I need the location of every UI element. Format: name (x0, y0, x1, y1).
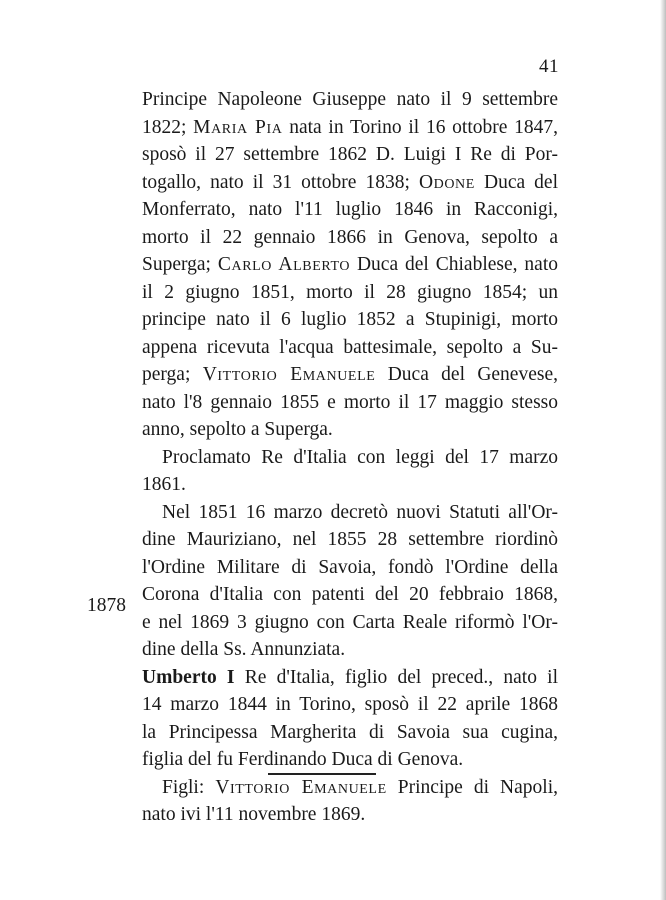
text-line: anno, sepolto a Superga. (142, 419, 333, 440)
text-line: sposò il 27 settembre 1862 D. Luigi I Re di Por- (142, 144, 558, 165)
text-line: Proclamato Re d'Italia con leggi del 17 marzo (162, 446, 558, 468)
name-maria-pia: Maria Pia (193, 116, 283, 138)
section-divider (268, 773, 376, 775)
name-carlo-alberto: Carlo Alberto (217, 254, 351, 275)
text-line: 1822; Maria Pia nata in Torino il 16 ottobre 1847, (142, 116, 559, 138)
text-line: Monferrato, nato l'11 luglio 1846 in Racconigi, (142, 199, 558, 220)
text-line: Nel 1851 16 marzo decretò nuovi Statuti all'Or- (162, 501, 558, 523)
text-line: morto il 22 gennaio 1866 in Genova, sepolto a (142, 226, 558, 248)
text-line: perga; Vittorio Emanuele Duca del Genevese, (142, 364, 558, 385)
margin-year: 1878 (87, 594, 126, 616)
text-line: e nel 1869 3 giugno con Carta Reale riformò l'Or- (142, 611, 558, 633)
page-number: 41 (539, 56, 559, 77)
text-line: il 2 giugno 1851, morto il 28 giugno 1854; un (142, 281, 558, 303)
text-line: la Principessa Margherita di Savoia sua cugina, (142, 721, 558, 743)
text-line: 1861. (142, 474, 186, 495)
text-line: Corona d'Italia con patenti del 20 febbraio 1868, (142, 584, 558, 605)
text-line: Figli: Vittorio Emanuele Principe di Napoli, (162, 776, 558, 798)
text-line: Principe Napoleone Giuseppe nato il 9 settembre (142, 89, 558, 110)
text-line: nato l'8 gennaio 1855 e morto il 17 maggio stesso (142, 391, 558, 413)
name-vittorio-emanuele: Vittorio Emanuele (202, 364, 376, 385)
text-line: 14 marzo 1844 in Torino, sposò il 22 aprile 1868 (142, 694, 558, 715)
name-odone: Odone (418, 171, 475, 193)
text-line: principe nato il 6 luglio 1852 a Stupinigi, morto (142, 309, 558, 330)
text-line: nato ivi l'11 novembre 1869. (142, 804, 366, 825)
name-vittorio-emanuele: Vittorio Emanuele (215, 776, 387, 798)
text-line: l'Ordine Militare di Savoia, fondò l'Ordine della (142, 556, 558, 578)
body-text (142, 86, 558, 829)
text-line: dine Mauriziano, nel 1855 28 settembre riordinò (142, 529, 558, 550)
page-edge-shadow (660, 0, 666, 900)
text-line: dine della Ss. Annunziata. (142, 639, 346, 660)
text-line: appena ricevuta l'acqua battesimale, sepolto a Su- (142, 336, 558, 358)
text-line: figlia del fu Ferdinando Duca di Genova. (142, 749, 464, 770)
text-line: togallo, nato il 31 ottobre 1838; Odone Duca del (142, 171, 559, 193)
text-line: Superga; Carlo Alberto Duca del Chiablese, nato (142, 254, 558, 275)
name-umberto-i: Umberto I (142, 666, 235, 688)
text-line: Umberto I Re d'Italia, figlio del preced., nato il (142, 666, 558, 688)
